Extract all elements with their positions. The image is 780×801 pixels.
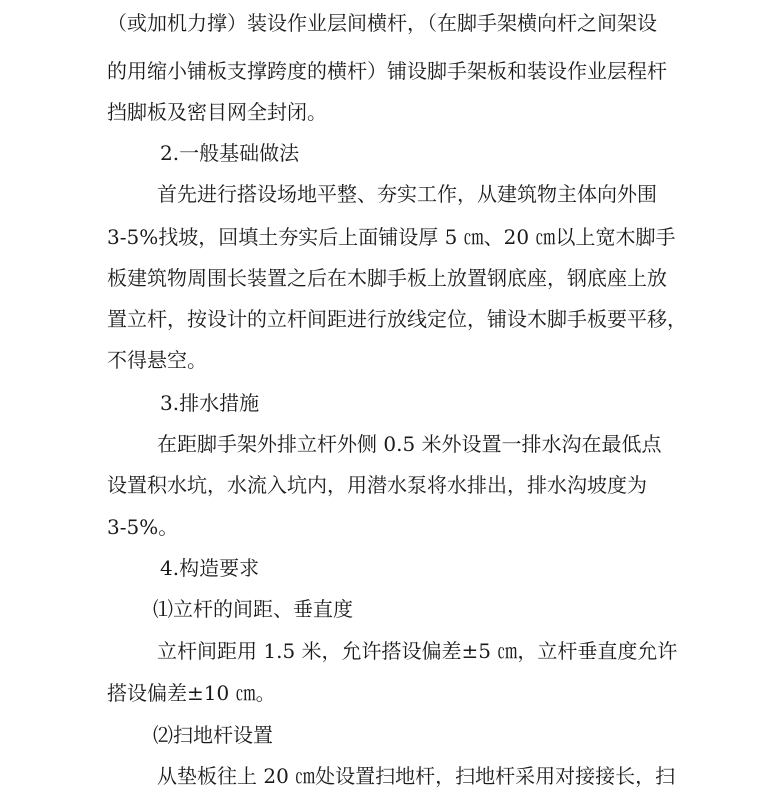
text-line: 从垫板往上 20 ㎝处设置扫地杆，扫地杆采用对接接长，扫 bbox=[157, 764, 676, 788]
text-line: （或加机力撑）装设作业层间横杆，（在脚手架横向杆之间架设 bbox=[107, 11, 657, 35]
text-line: 挡脚板及密目网全封闭。 bbox=[107, 100, 327, 124]
text-line: 的用缩小铺板支撑跨度的横杆）铺设脚手架板和装设作业层程杆 bbox=[107, 59, 667, 83]
text-line: 在距脚手架外排立杆外侧 0.5 米外设置一排水沟在最低点 bbox=[157, 432, 662, 456]
text-line: 板建筑物周围长装置之后在木脚手板上放置钢底座，钢底座上放 bbox=[107, 266, 667, 290]
text-line: 3-5%找坡，回填土夯实后上面铺设厚 5 ㎝、20 ㎝以上宽木脚手 bbox=[107, 225, 676, 249]
text-line: 不得悬空。 bbox=[107, 348, 207, 372]
text-line: 搭设偏差±10 ㎝。 bbox=[107, 681, 276, 705]
subsection-heading: ⑴立杆的间距、垂直度 bbox=[153, 597, 353, 621]
subsection-heading: ⑵扫地杆设置 bbox=[153, 723, 273, 747]
text-line: 3-5%。 bbox=[107, 515, 179, 539]
section-heading: 4.构造要求 bbox=[160, 556, 260, 580]
text-line: 立杆间距用 1.5 米，允许搭设偏差±5 ㎝，立杆垂直度允许 bbox=[157, 639, 678, 663]
text-line: 首先进行搭设场地平整、夯实工作，从建筑物主体向外围 bbox=[157, 182, 657, 206]
section-heading: 2.一般基础做法 bbox=[160, 141, 300, 165]
text-line: 设置积水坑，水流入坑内，用潜水泵将水排出，排水沟坡度为 bbox=[107, 473, 647, 497]
section-heading: 3.排水措施 bbox=[160, 391, 260, 415]
text-line: 置立杆，按设计的立杆间距进行放线定位，铺设木脚手板要平移， bbox=[107, 307, 687, 331]
